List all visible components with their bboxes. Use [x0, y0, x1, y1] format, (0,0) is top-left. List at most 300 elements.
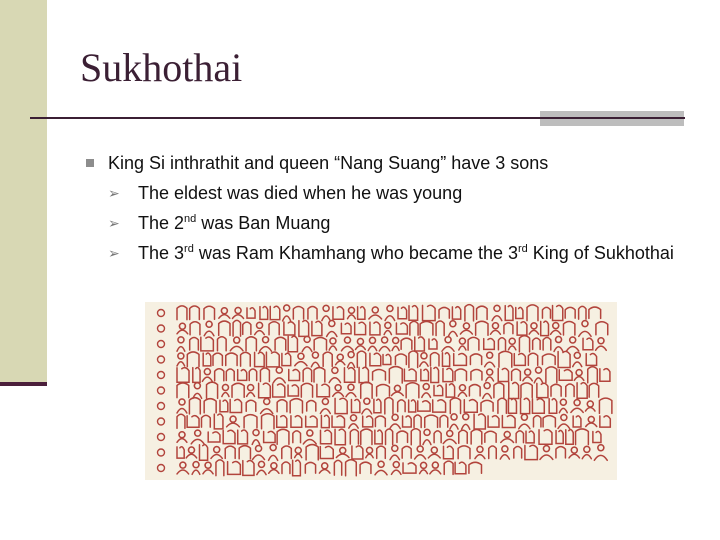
script-glyph	[312, 321, 322, 335]
script-glyph	[397, 431, 408, 442]
script-glyph	[190, 337, 199, 350]
bullet-list	[86, 148, 686, 268]
script-glyph	[490, 323, 500, 335]
script-glyph	[569, 447, 579, 458]
script-glyph	[293, 307, 303, 319]
script-glyph	[458, 385, 466, 396]
script-glyph	[306, 416, 317, 427]
script-glyph	[208, 432, 220, 442]
script-glyph	[532, 399, 544, 414]
script-glyph	[349, 415, 358, 428]
script-glyph	[508, 338, 515, 350]
script-glyph	[243, 461, 254, 476]
script-glyph	[177, 383, 189, 398]
script-glyph	[232, 383, 244, 397]
script-glyph	[549, 399, 557, 414]
script-glyph	[217, 337, 226, 351]
script-glyph	[202, 369, 212, 382]
script-glyph	[223, 430, 235, 443]
script-glyph	[392, 338, 399, 351]
line-number-glyph	[158, 434, 165, 441]
script-glyph	[264, 431, 275, 442]
line-number-glyph	[158, 310, 165, 317]
script-glyph	[566, 337, 578, 351]
script-glyph	[177, 462, 189, 474]
script-glyph	[187, 352, 199, 367]
script-glyph	[436, 321, 444, 335]
script-glyph	[542, 307, 550, 318]
script-glyph	[201, 415, 210, 427]
script-glyph	[543, 338, 551, 350]
script-glyph	[600, 416, 610, 427]
script-glyph	[488, 416, 499, 427]
script-glyph	[246, 337, 256, 351]
script-glyph	[241, 352, 251, 366]
script-glyph	[282, 446, 292, 459]
script-glyph	[475, 446, 485, 458]
script-glyph	[344, 368, 354, 383]
script-glyph	[233, 320, 240, 336]
script-glyph	[542, 354, 555, 365]
script-glyph	[239, 446, 250, 459]
script-glyph	[594, 445, 607, 461]
script-glyph	[500, 446, 509, 459]
script-glyph	[452, 307, 460, 319]
script-glyph	[336, 354, 345, 365]
script-glyph	[429, 339, 437, 349]
script-glyph	[541, 321, 549, 335]
script-glyph	[247, 308, 255, 318]
script-glyph	[459, 338, 466, 350]
script-glyph	[401, 338, 412, 349]
script-glyph	[501, 432, 514, 443]
script-glyph	[551, 323, 561, 335]
script-glyph	[203, 462, 213, 474]
script-glyph	[320, 446, 333, 458]
script-glyph	[361, 429, 372, 444]
script-glyph	[442, 353, 449, 367]
script-glyph	[177, 337, 185, 351]
script-glyph	[528, 353, 537, 365]
script-glyph	[282, 353, 291, 365]
script-glyph	[386, 429, 393, 444]
script-glyph	[446, 384, 454, 397]
square-bullet-icon	[86, 159, 94, 167]
script-glyph	[420, 353, 428, 366]
inscription-image	[145, 302, 617, 480]
script-glyph	[226, 369, 234, 381]
script-glyph	[192, 462, 200, 475]
script-glyph	[586, 416, 597, 426]
script-glyph	[362, 398, 372, 414]
script-glyph	[423, 305, 436, 320]
script-glyph	[398, 307, 407, 319]
script-glyph	[476, 321, 488, 335]
script-glyph	[177, 447, 184, 458]
script-glyph	[275, 337, 286, 350]
script-glyph	[460, 323, 472, 334]
script-glyph	[238, 430, 248, 444]
script-glyph	[260, 368, 269, 382]
script-glyph	[311, 352, 319, 367]
script-glyph	[410, 321, 418, 335]
script-glyph	[494, 383, 504, 398]
script-glyph	[430, 353, 439, 366]
script-glyph	[319, 463, 330, 473]
script-glyph	[529, 323, 538, 334]
script-glyph	[273, 367, 285, 383]
script-glyph	[255, 322, 265, 334]
script-glyph	[348, 352, 355, 368]
script-glyph	[420, 321, 433, 335]
script-glyph	[215, 369, 224, 381]
script-glyph	[514, 353, 525, 365]
script-glyph	[360, 462, 371, 473]
script-glyph	[375, 416, 385, 427]
ordinal-suffix: rd	[184, 243, 194, 255]
script-glyph	[199, 445, 207, 461]
script-glyph	[282, 462, 290, 473]
script-glyph	[403, 416, 412, 427]
script-glyph	[485, 431, 496, 442]
script-glyph	[521, 398, 530, 413]
script-glyph	[230, 399, 241, 412]
script-glyph	[589, 307, 601, 318]
script-glyph	[576, 429, 589, 445]
script-glyph	[533, 416, 540, 427]
script-glyph	[177, 399, 187, 413]
script-glyph	[213, 353, 222, 365]
script-glyph	[454, 353, 467, 365]
script-glyph	[222, 384, 229, 396]
script-glyph	[308, 306, 317, 319]
script-glyph	[288, 385, 298, 396]
script-glyph	[314, 368, 325, 382]
script-glyph	[396, 323, 407, 334]
script-glyph	[335, 398, 347, 413]
script-glyph	[262, 414, 274, 429]
arrowhead-icon: ➢	[108, 245, 120, 261]
script-glyph	[358, 307, 365, 320]
arrowhead-icon: ➢	[108, 215, 120, 231]
script-glyph	[266, 352, 279, 367]
script-glyph	[443, 430, 456, 443]
script-glyph	[411, 429, 420, 445]
script-glyph	[571, 400, 583, 413]
script-glyph	[431, 367, 439, 382]
script-glyph	[203, 353, 211, 366]
script-glyph	[317, 384, 330, 397]
script-glyph	[582, 446, 591, 458]
script-glyph	[243, 322, 251, 334]
script-glyph	[600, 369, 610, 382]
script-glyph	[415, 337, 425, 351]
script-glyph	[462, 414, 470, 430]
script-glyph	[214, 414, 223, 429]
script-glyph	[553, 305, 563, 320]
script-glyph	[577, 383, 587, 399]
script-glyph	[191, 430, 204, 444]
script-glyph	[498, 368, 508, 381]
script-glyph	[207, 382, 218, 398]
script-glyph	[485, 352, 495, 367]
script-glyph	[299, 320, 309, 336]
script-glyph	[471, 369, 482, 380]
script-glyph	[177, 368, 189, 383]
script-glyph	[558, 415, 570, 429]
script-glyph	[204, 321, 214, 335]
script-glyph	[409, 400, 416, 412]
script-glyph	[498, 338, 505, 350]
script-glyph	[377, 446, 386, 458]
script-glyph	[563, 322, 574, 335]
script-glyph	[414, 415, 421, 428]
script-glyph	[361, 382, 372, 398]
script-glyph	[565, 307, 575, 318]
script-glyph	[450, 398, 460, 414]
script-glyph	[351, 399, 359, 412]
script-glyph	[261, 399, 273, 414]
script-glyph	[383, 354, 391, 364]
script-glyph	[404, 369, 416, 381]
script-glyph	[177, 353, 185, 366]
script-glyph	[284, 322, 295, 335]
script-glyph	[227, 416, 240, 427]
script-glyph	[444, 461, 453, 474]
script-glyph	[579, 321, 591, 337]
script-glyph	[434, 431, 441, 443]
script-glyph	[516, 431, 523, 443]
script-glyph	[458, 446, 470, 459]
script-glyph	[559, 370, 572, 381]
script-glyph	[409, 351, 418, 367]
stone-inscription-drawing	[145, 302, 617, 480]
left-accent-bar-cap	[0, 382, 47, 386]
script-glyph	[508, 399, 516, 414]
script-glyph	[350, 430, 358, 444]
script-glyph	[334, 460, 341, 475]
script-glyph	[477, 306, 488, 319]
script-glyph	[373, 369, 386, 380]
script-glyph	[385, 398, 393, 414]
script-glyph	[228, 462, 241, 475]
script-glyph	[177, 323, 188, 334]
script-glyph	[219, 308, 230, 318]
script-glyph	[333, 385, 344, 397]
script-glyph	[255, 352, 265, 366]
script-glyph	[492, 305, 502, 320]
script-glyph	[556, 430, 563, 443]
script-glyph	[390, 414, 401, 428]
script-glyph	[307, 400, 316, 411]
script-glyph	[204, 306, 215, 319]
script-glyph	[384, 322, 391, 334]
script-glyph	[193, 383, 202, 399]
script-glyph	[525, 445, 537, 459]
script-glyph	[523, 369, 532, 381]
script-glyph	[370, 353, 381, 366]
script-glyph	[519, 336, 529, 352]
script-glyph	[469, 462, 482, 473]
sub-bullet-item	[86, 178, 686, 208]
script-glyph	[320, 399, 330, 414]
script-glyph	[459, 430, 467, 443]
script-glyph	[502, 415, 515, 427]
script-glyph	[314, 337, 326, 350]
script-glyph	[566, 430, 573, 445]
sub-bullet-item	[86, 208, 686, 238]
script-glyph	[293, 431, 301, 443]
line-number-glyph	[158, 465, 165, 472]
script-glyph	[406, 383, 419, 398]
script-glyph	[471, 430, 482, 444]
script-glyph	[551, 384, 561, 396]
script-glyph	[204, 399, 216, 413]
script-glyph	[288, 336, 297, 352]
script-glyph	[260, 337, 272, 351]
script-glyph	[193, 368, 200, 383]
script-glyph	[327, 321, 337, 337]
script-glyph	[187, 416, 199, 428]
script-glyph	[409, 306, 418, 321]
script-glyph	[599, 398, 611, 413]
script-glyph	[333, 307, 344, 320]
arrowhead-icon: ➢	[108, 185, 120, 201]
script-glyph	[509, 382, 519, 398]
script-glyph	[519, 414, 530, 429]
script-glyph	[589, 383, 599, 397]
script-glyph	[585, 401, 595, 411]
script-glyph	[593, 431, 601, 442]
sub-bullet-text-part: King of Sukhothai	[527, 243, 674, 263]
script-glyph	[289, 369, 300, 380]
script-glyph	[190, 322, 200, 335]
line-number-glyph	[158, 403, 165, 410]
script-glyph	[489, 446, 497, 459]
script-glyph	[391, 462, 401, 475]
script-glyph	[430, 462, 441, 474]
script-glyph	[398, 400, 405, 412]
script-glyph	[335, 429, 345, 445]
script-glyph	[418, 401, 430, 411]
script-glyph	[190, 306, 200, 320]
script-glyph	[440, 415, 448, 427]
script-glyph	[368, 337, 376, 350]
script-glyph	[233, 308, 244, 319]
script-glyph	[348, 307, 356, 318]
script-glyph	[329, 367, 340, 382]
script-glyph	[546, 367, 557, 383]
script-glyph	[455, 462, 466, 474]
sub-bullet-text-part: The 3	[138, 243, 185, 263]
script-glyph	[464, 400, 477, 413]
bullet-text: King Si inthrathit and queen “Nang Suang” have 3 sons	[108, 153, 549, 173]
sub-bullet-text-part: was Ram Khamhang who became the 3	[193, 243, 518, 263]
script-glyph	[283, 305, 291, 321]
script-glyph	[332, 416, 344, 427]
script-glyph	[469, 385, 480, 396]
script-glyph	[346, 460, 357, 476]
script-glyph	[216, 460, 224, 476]
script-glyph	[249, 369, 256, 380]
script-glyph	[443, 368, 453, 381]
script-glyph	[226, 353, 237, 365]
script-glyph	[293, 460, 301, 476]
script-glyph	[465, 305, 474, 321]
script-glyph	[554, 337, 563, 352]
script-glyph	[395, 354, 406, 365]
script-glyph	[259, 383, 271, 398]
script-glyph	[439, 307, 449, 318]
script-glyph	[481, 400, 493, 411]
ordinal-suffix: rd	[518, 243, 528, 255]
script-glyph	[356, 339, 366, 350]
script-glyph	[277, 416, 287, 428]
script-glyph	[341, 337, 353, 351]
script-glyph	[377, 384, 390, 396]
script-glyph	[573, 352, 582, 366]
script-glyph	[244, 415, 257, 428]
script-glyph	[329, 338, 336, 350]
script-glyph	[392, 385, 404, 395]
script-glyph	[225, 446, 235, 458]
script-glyph	[514, 447, 522, 458]
script-glyph	[357, 351, 365, 367]
script-glyph	[389, 367, 402, 383]
script-glyph	[468, 337, 479, 350]
script-glyph	[303, 368, 311, 381]
line-number-glyph	[158, 387, 165, 394]
sub-bullet-text: The eldest was died when he was young	[138, 183, 463, 203]
script-glyph	[517, 322, 527, 335]
script-glyph	[374, 399, 381, 413]
script-glyph	[323, 352, 332, 366]
script-glyph	[434, 385, 443, 395]
script-glyph	[596, 338, 607, 351]
script-glyph	[201, 337, 214, 351]
script-glyph	[306, 445, 318, 460]
line-number-glyph	[158, 372, 165, 379]
script-glyph	[375, 461, 387, 475]
script-glyph	[305, 462, 315, 473]
script-glyph	[415, 446, 426, 459]
script-glyph	[379, 337, 390, 351]
script-glyph	[277, 429, 289, 444]
script-glyph	[566, 384, 574, 397]
script-glyph	[486, 369, 494, 381]
sub-bullet-text-part: was Ban Muang	[196, 213, 331, 233]
script-glyph	[189, 398, 200, 414]
script-glyph	[421, 369, 429, 380]
script-glyph	[574, 370, 584, 381]
script-glyph	[320, 430, 331, 444]
script-glyph	[238, 370, 247, 381]
script-glyph	[442, 337, 454, 352]
script-glyph	[177, 306, 187, 320]
script-glyph	[269, 322, 279, 335]
script-glyph	[211, 447, 222, 459]
script-glyph	[596, 322, 608, 335]
script-glyph	[220, 400, 228, 412]
script-glyph	[341, 323, 351, 334]
script-glyph	[177, 414, 185, 428]
script-glyph	[505, 305, 513, 320]
line-number-glyph	[158, 418, 165, 425]
script-glyph	[533, 338, 540, 349]
script-glyph	[433, 400, 446, 412]
script-glyph	[527, 305, 538, 321]
script-glyph	[474, 414, 485, 429]
